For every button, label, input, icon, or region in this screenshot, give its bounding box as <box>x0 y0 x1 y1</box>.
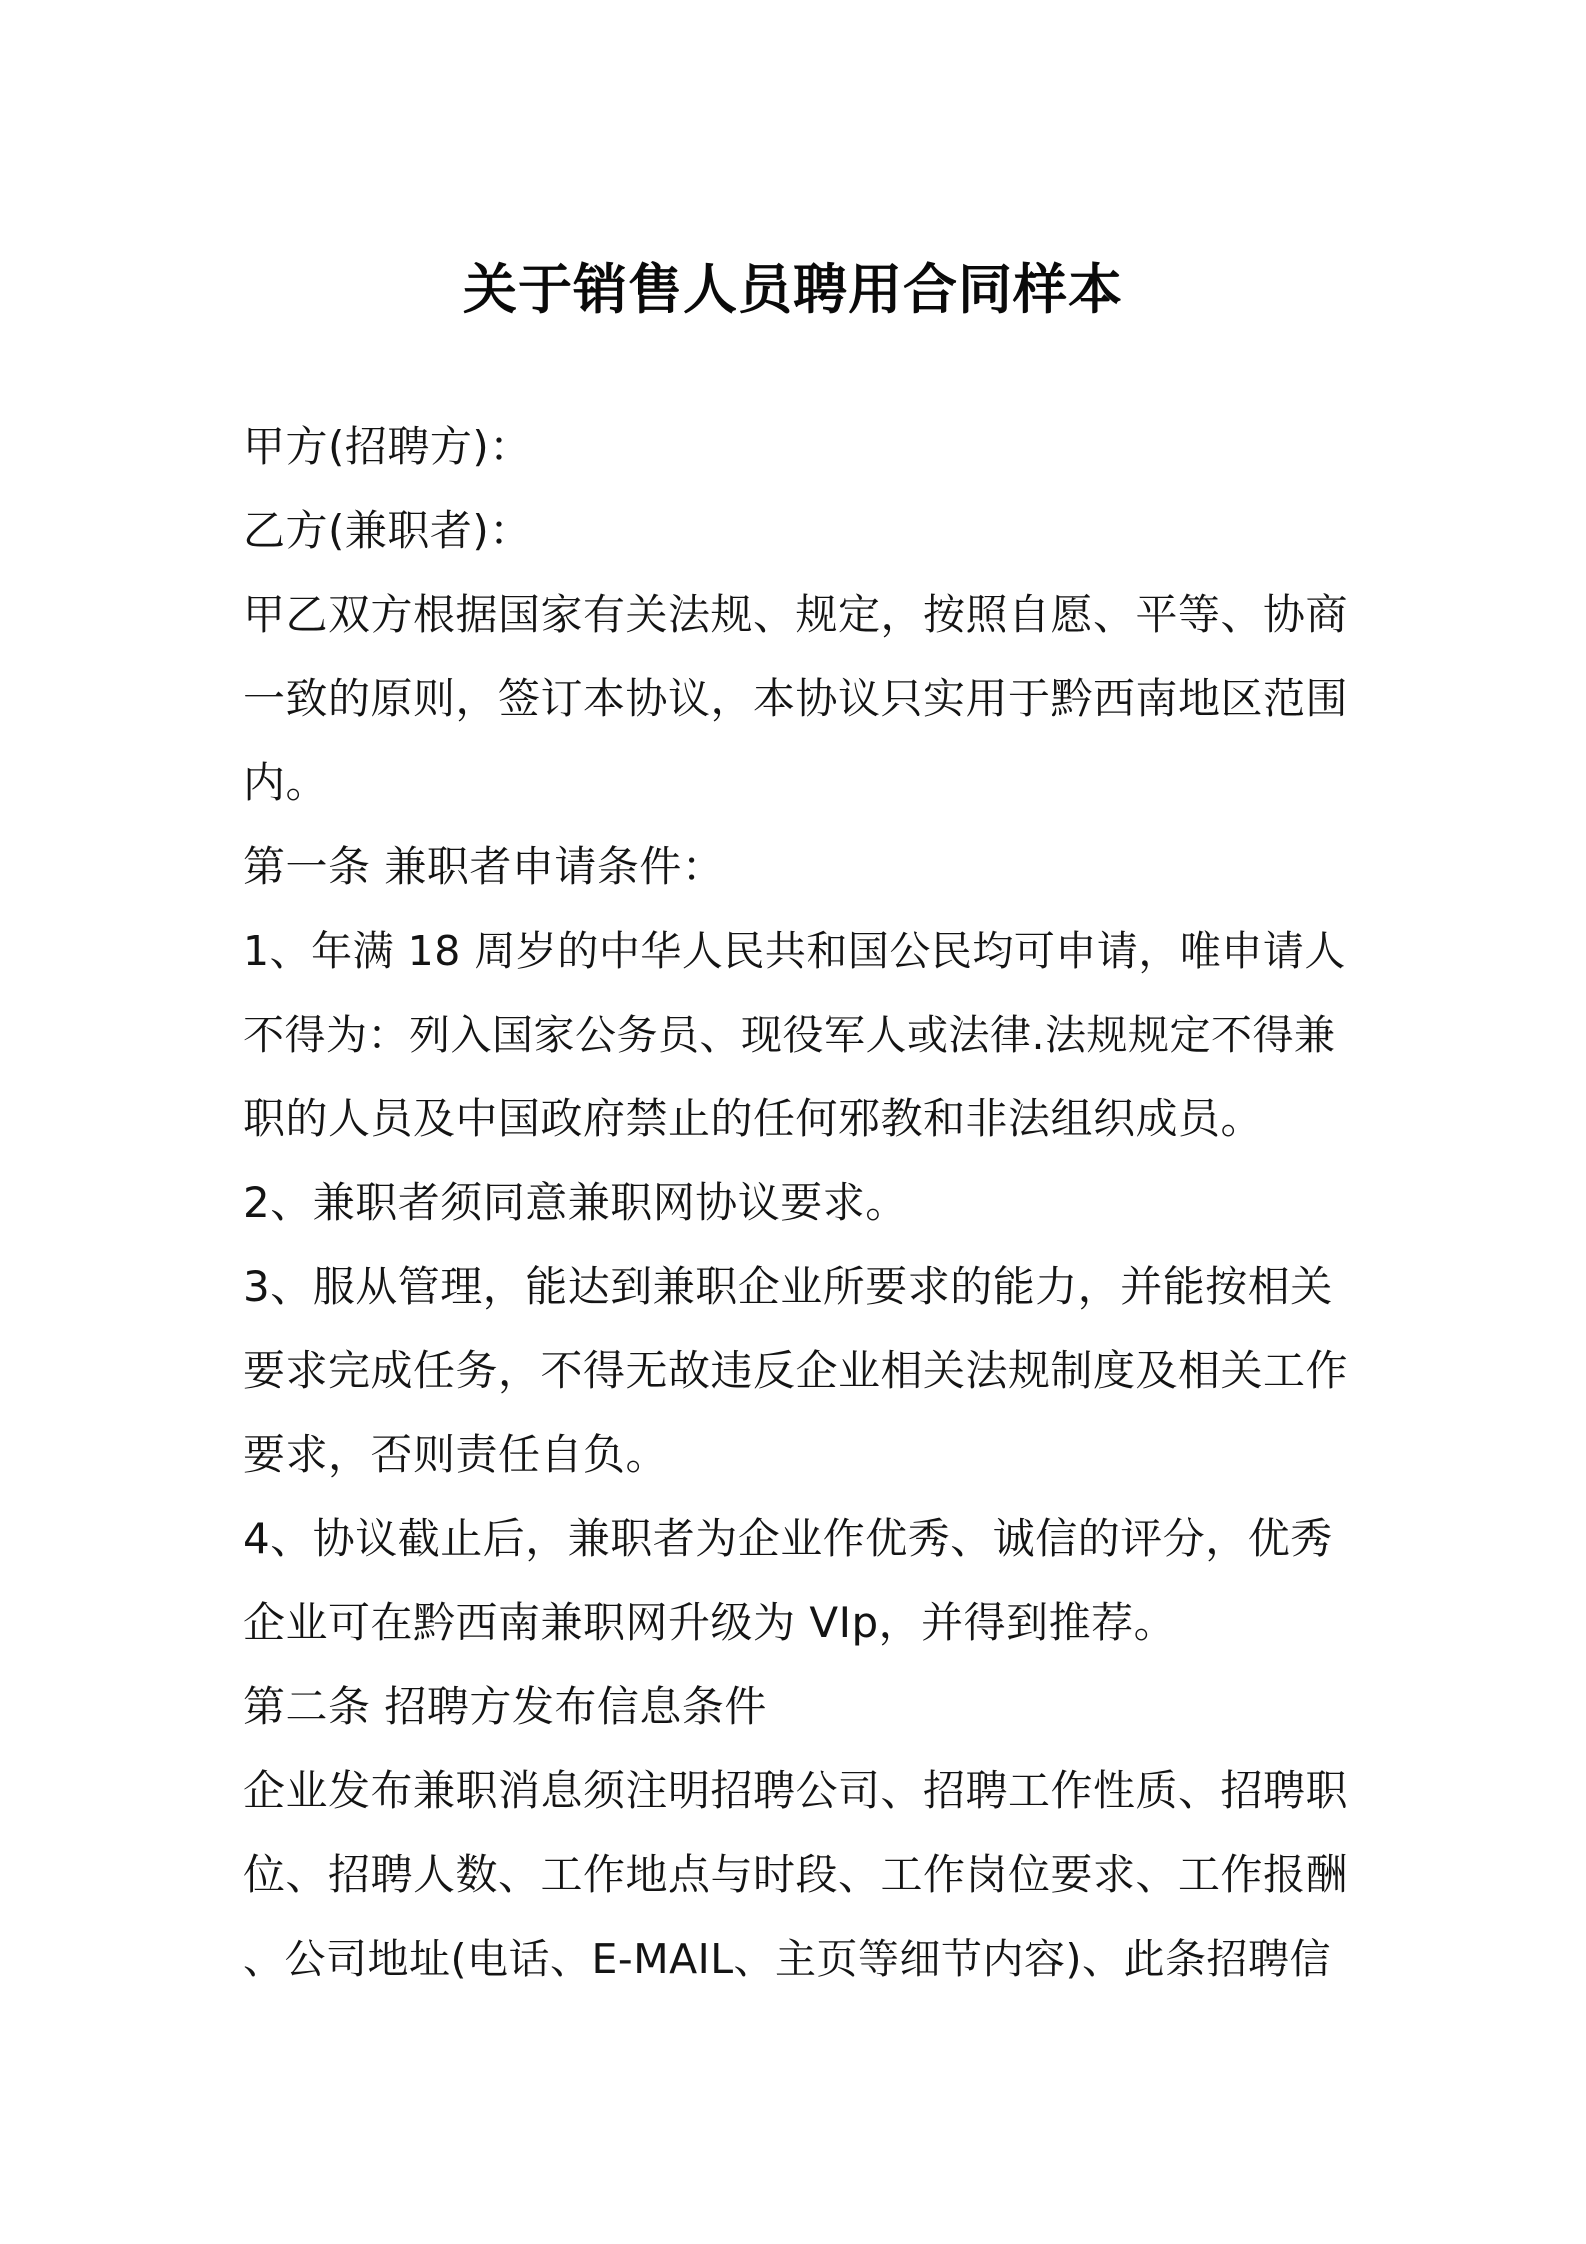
clause-1-line-2: 不得为：列入国家公务员、现役军人或法律.法规规定不得兼 <box>243 1011 1336 1059</box>
party-b-line: 乙方(兼职者)： <box>243 506 532 555</box>
intro-line-3: 内。 <box>243 758 329 807</box>
intro-line-1: 甲乙双方根据国家有关法规、规定，按照自愿、平等、协商 <box>243 590 1349 639</box>
clause-4-line-1: 4、协议截止后，兼职者为企业作优秀、诚信的评分，优秀 <box>243 1514 1333 1563</box>
document-title: 关于销售人员聘用合同样本 <box>463 258 1123 321</box>
article-2-line-2: 位、招聘人数、工作地点与时段、工作岗位要求、工作报酬 <box>243 1850 1349 1899</box>
clause-4-line-2: 企业可在黔西南兼职网升级为 VIp，并得到推荐。 <box>243 1598 1177 1647</box>
clause-3-line-2: 要求完成任务，不得无故违反企业相关法规制度及相关工作 <box>243 1346 1349 1395</box>
document-body <box>243 405 1355 2001</box>
clause-3-line-3: 要求，否则责任自负。 <box>243 1430 669 1479</box>
clause-1-line-3: 职的人员及中国政府禁止的任何邪教和非法组织成员。 <box>243 1094 1264 1143</box>
clause-1-line-1: 1、年满 18 周岁的中华人民共和国公民均可申请，唯申请人 <box>243 927 1346 975</box>
clause-2-line-1: 2、兼职者须同意兼职网协议要求。 <box>243 1178 908 1227</box>
intro-line-2: 一致的原则，签订本协议，本协议只实用于黔西南地区范围 <box>243 674 1349 723</box>
article-2-heading: 第二条 招聘方发布信息条件 <box>243 1682 767 1731</box>
party-a-line: 甲方(招聘方)： <box>243 422 532 471</box>
article-2-line-1: 企业发布兼职消息须注明招聘公司、招聘工作性质、招聘职 <box>243 1766 1349 1815</box>
article-1-heading: 第一条 兼职者申请条件： <box>243 842 725 891</box>
article-2-line-3: 、公司地址(电话、E-MAIL、主页等细节内容)、此条招聘信 <box>243 1935 1332 1983</box>
clause-3-line-1: 3、服从管理，能达到兼职企业所要求的能力，并能按相关 <box>243 1262 1333 1311</box>
